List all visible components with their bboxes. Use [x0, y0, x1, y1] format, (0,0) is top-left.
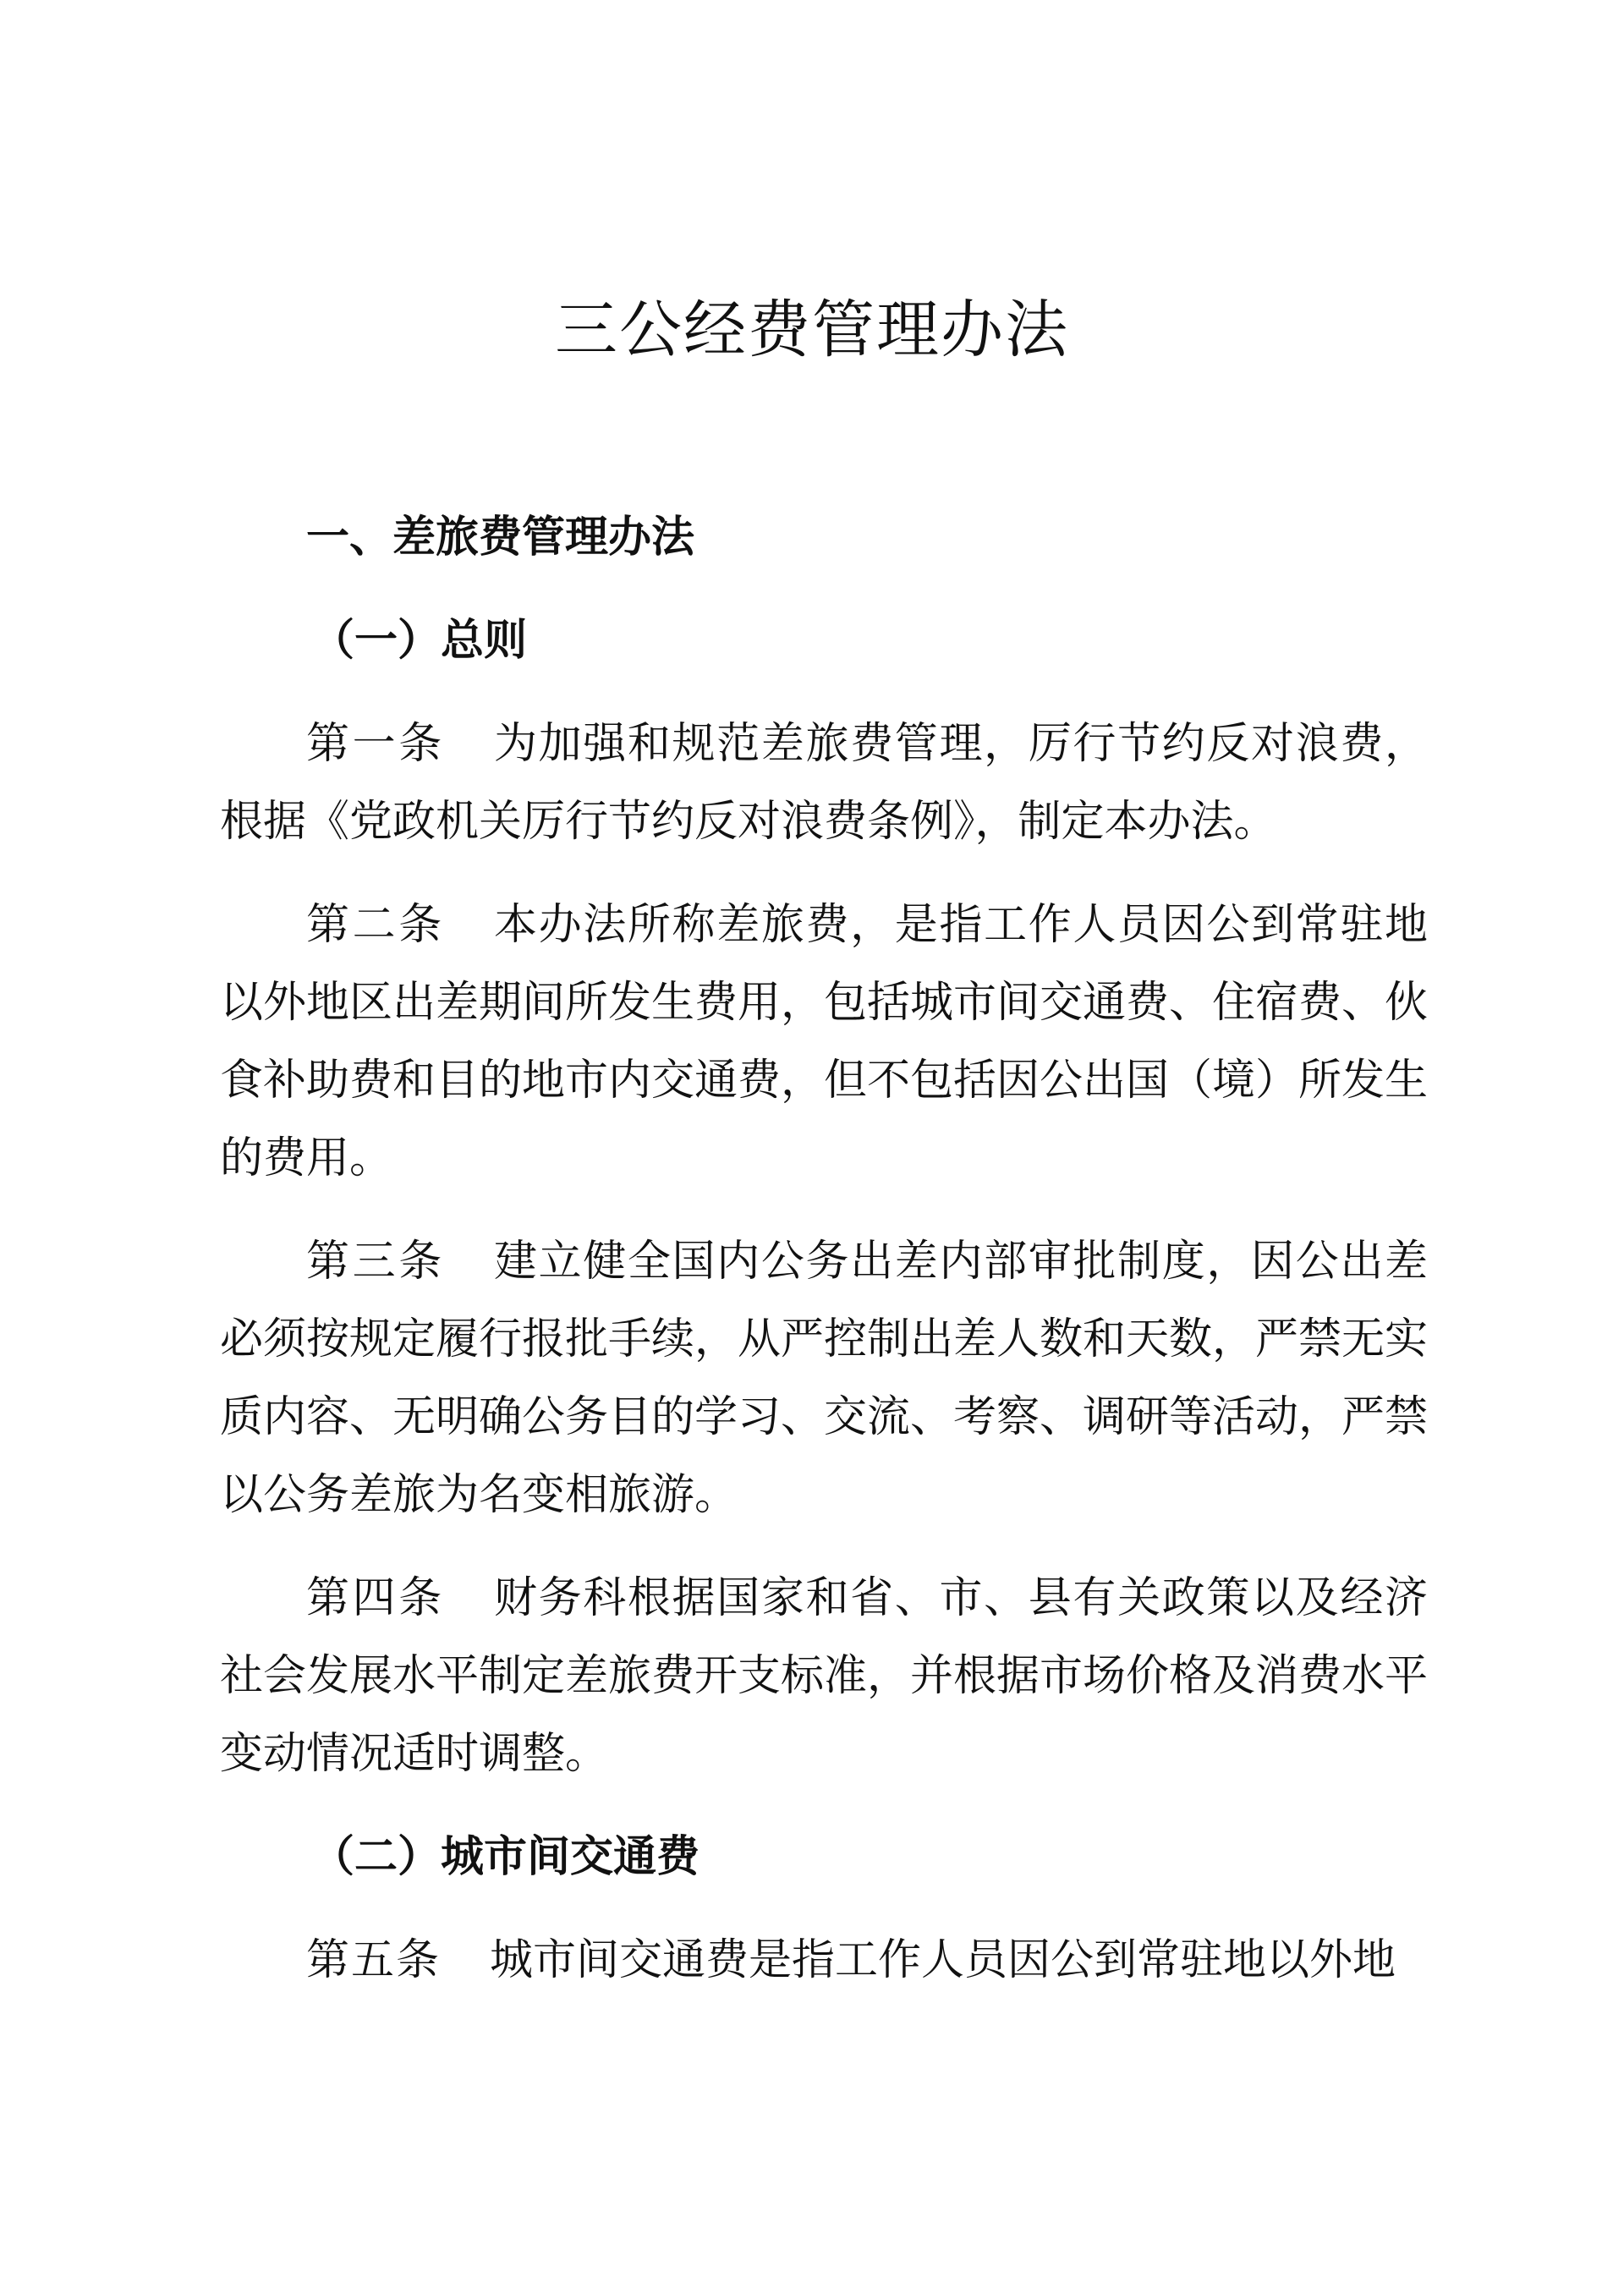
article-5: [220, 1922, 1428, 2000]
article-label: 第一条: [306, 719, 445, 769]
article-label: 第三条: [306, 1237, 445, 1287]
article-text: 本办法所称差旅费，是指工作人员因公到常驻地以外地区出差期间所发生费用，包括城市间交通费、住宿费、伙食补助费和目的地市内交通费，但不包括因公出国（境）所发生的费用。: [220, 900, 1429, 1183]
article-2: [220, 886, 1428, 1198]
article-4: [220, 1560, 1428, 1793]
article-label: 第五条: [306, 1935, 442, 1985]
sub-heading-general: （一）总则: [311, 616, 528, 666]
article-1: [220, 705, 1428, 861]
section-heading: 一、差旅费管理办法: [306, 513, 695, 563]
article-text: 为加强和规范差旅费管理，厉行节约反对浪费，根据《党政机关厉行节约反对浪费条例》，制定本办法。: [220, 719, 1428, 847]
sub-heading-intercity-transport: （二）城市间交通费: [311, 1832, 700, 1882]
article-text: 财务科根据国家和省、市、县有关政策以及经济社会发展水平制定差旅费开支标准，并根据市场价格及消费水平变动情况适时调整。: [220, 1573, 1429, 1779]
article-label: 第二条: [306, 900, 445, 950]
document-title: 三公经费管理办法: [555, 294, 1069, 366]
article-text: 建立健全国内公务出差内部审批制度，因公出差必须按规定履行报批手续，从严控制出差人数和天数，严禁无实质内容、无明确公务目的学习、交流、考察、调研等活动，严禁以公务差旅为名变相旅游。: [220, 1237, 1429, 1520]
article-text: 城市间交通费是指工作人员因公到常驻地以外地: [490, 1935, 1396, 1985]
article-3: [220, 1223, 1428, 1534]
article-label: 第四条: [306, 1573, 445, 1623]
document-body: [220, 499, 1428, 2000]
